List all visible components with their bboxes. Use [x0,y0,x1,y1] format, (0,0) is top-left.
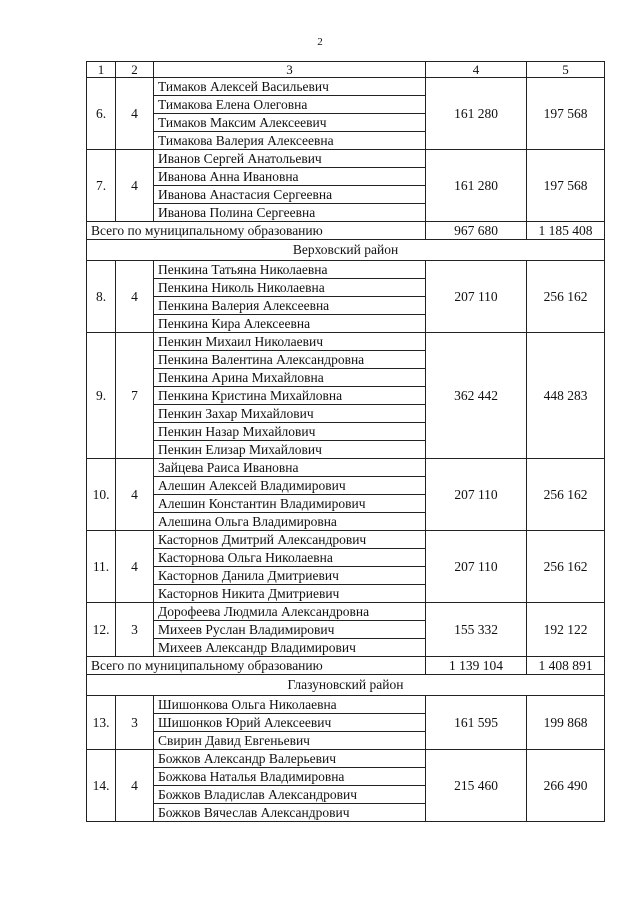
recipient-name: Пенкина Валерия Алексеевна [154,297,426,315]
family-size: 4 [116,531,154,603]
recipient-row [87,459,605,477]
recipient-name: Пенкина Николь Николаевна [154,279,426,297]
recipient-name: Тимаков Алексей Васильевич [154,78,426,96]
recipient-name: Михеев Александр Владимирович [154,639,426,657]
total-row [87,222,605,240]
recipient-name: Тимаков Максим Алексеевич [154,114,426,132]
family-size: 3 [116,696,154,750]
total-amount-4: 1 139 104 [426,657,527,675]
family-size: 7 [116,333,154,459]
row-number: 14. [87,750,116,822]
amount-column-5: 256 162 [527,261,605,333]
total-amount-5: 1 408 891 [527,657,605,675]
family-size: 3 [116,603,154,657]
recipient-name: Алешина Ольга Владимировна [154,513,426,531]
amount-column-4: 362 442 [426,333,527,459]
amount-column-4: 207 110 [426,261,527,333]
total-amount-5: 1 185 408 [527,222,605,240]
recipient-name: Пенкин Елизар Михайлович [154,441,426,459]
amount-column-4: 207 110 [426,531,527,603]
recipient-name: Тимакова Елена Олеговна [154,96,426,114]
recipient-name: Пенкина Арина Михайловна [154,369,426,387]
amount-column-5: 256 162 [527,459,605,531]
recipient-name: Иванова Анастасия Сергеевна [154,186,426,204]
recipient-name: Алешин Константин Владимирович [154,495,426,513]
amount-column-4: 215 460 [426,750,527,822]
amount-column-4: 161 280 [426,150,527,222]
total-row [87,657,605,675]
row-number: 6. [87,78,116,150]
amount-column-5: 448 283 [527,333,605,459]
recipient-name: Свирин Давид Евгеньевич [154,732,426,750]
amount-column-5: 197 568 [527,78,605,150]
recipient-name: Дорофеева Людмила Александровна [154,603,426,621]
recipient-row [87,750,605,768]
recipient-name: Тимакова Валерия Алексеевна [154,132,426,150]
recipient-name: Пенкина Валентина Александровна [154,351,426,369]
column-header-3: 3 [154,62,426,78]
total-label: Всего по муниципальному образованию [87,657,426,675]
recipient-name: Касторнова Ольга Николаевна [154,549,426,567]
recipient-name: Пенкин Захар Михайлович [154,405,426,423]
amount-column-4: 161 595 [426,696,527,750]
recipient-name: Шишонков Юрий Алексеевич [154,714,426,732]
amount-column-4: 207 110 [426,459,527,531]
district-name: Глазуновский район [87,675,605,696]
amount-column-5: 256 162 [527,531,605,603]
recipient-name: Шишонкова Ольга Николаевна [154,696,426,714]
recipient-name: Божков Вячеслав Александрович [154,804,426,822]
row-number: 13. [87,696,116,750]
column-header-4: 4 [426,62,527,78]
family-size: 4 [116,459,154,531]
recipient-name: Божков Александр Валерьевич [154,750,426,768]
district-header-row [87,240,605,261]
column-header-2: 2 [116,62,154,78]
recipient-name: Пенкин Михаил Николаевич [154,333,426,351]
row-number: 11. [87,531,116,603]
amount-column-4: 161 280 [426,78,527,150]
recipient-name: Зайцева Раиса Ивановна [154,459,426,477]
row-number: 10. [87,459,116,531]
amount-column-5: 192 122 [527,603,605,657]
row-number: 8. [87,261,116,333]
recipient-name: Касторнов Данила Дмитриевич [154,567,426,585]
recipient-name: Божков Владислав Александрович [154,786,426,804]
recipient-name: Иванов Сергей Анатольевич [154,150,426,168]
recipient-row [87,603,605,621]
total-label: Всего по муниципальному образованию [87,222,426,240]
district-header-row [87,675,605,696]
recipient-name: Алешин Алексей Владимирович [154,477,426,495]
recipient-name: Пенкина Татьяна Николаевна [154,261,426,279]
district-name: Верховский район [87,240,605,261]
recipient-row [87,261,605,279]
header-row [87,62,605,78]
recipient-name: Касторнов Никита Дмитриевич [154,585,426,603]
family-size: 4 [116,750,154,822]
recipient-row [87,333,605,351]
amount-column-4: 155 332 [426,603,527,657]
recipients-table [86,61,605,822]
amount-column-5: 197 568 [527,150,605,222]
family-size: 4 [116,150,154,222]
family-size: 4 [116,261,154,333]
recipient-name: Пенкина Кристина Михайловна [154,387,426,405]
page-number: 2 [317,36,323,48]
row-number: 9. [87,333,116,459]
row-number: 12. [87,603,116,657]
table-body [87,62,605,822]
recipient-name: Пенкина Кира Алексеевна [154,315,426,333]
amount-column-5: 266 490 [527,750,605,822]
recipient-name: Михеев Руслан Владимирович [154,621,426,639]
total-amount-4: 967 680 [426,222,527,240]
recipient-name: Иванова Анна Ивановна [154,168,426,186]
row-number: 7. [87,150,116,222]
recipient-name: Касторнов Дмитрий Александрович [154,531,426,549]
recipient-row [87,150,605,168]
recipient-name: Пенкин Назар Михайлович [154,423,426,441]
recipient-name: Божкова Наталья Владимировна [154,768,426,786]
column-header-1: 1 [87,62,116,78]
recipient-row [87,78,605,96]
family-size: 4 [116,78,154,150]
recipient-row [87,696,605,714]
recipient-row [87,531,605,549]
column-header-5: 5 [527,62,605,78]
recipient-name: Иванова Полина Сергеевна [154,204,426,222]
amount-column-5: 199 868 [527,696,605,750]
